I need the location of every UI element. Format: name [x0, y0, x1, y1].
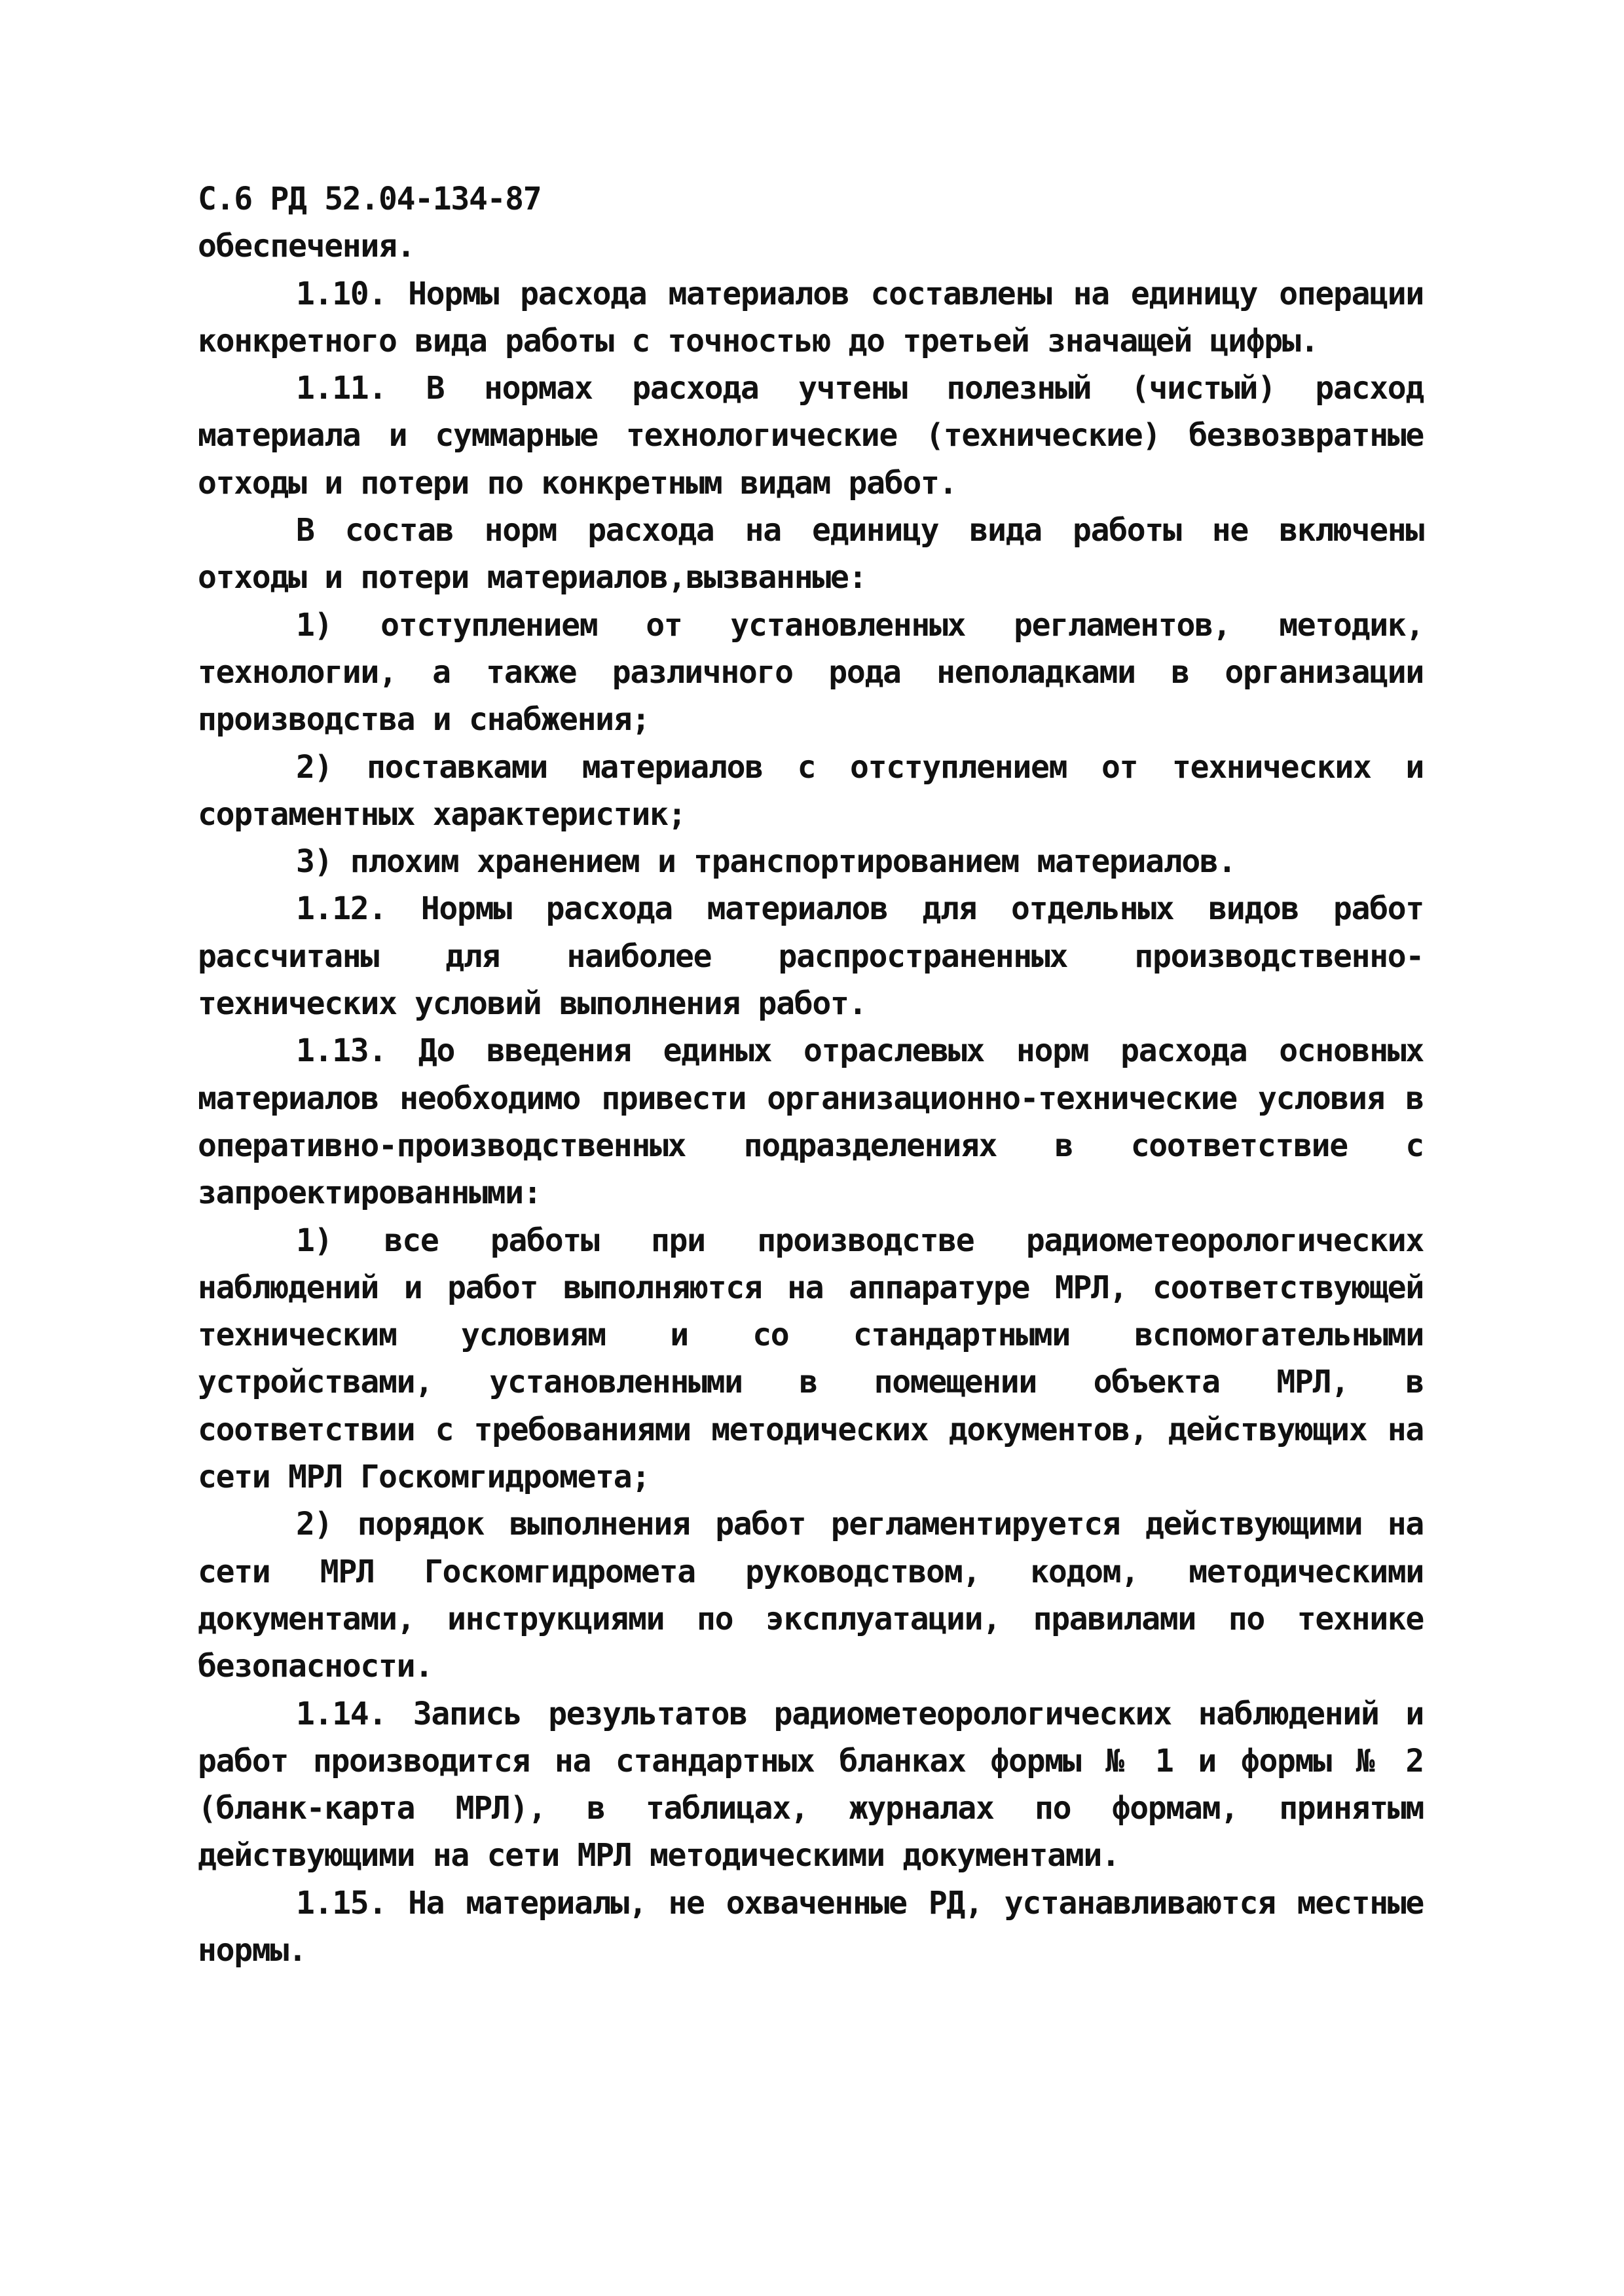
paragraph-1-15: 1.15. На материалы, не охваченные РД, устанавливаются местные нормы. [198, 1884, 1424, 1969]
list-item-condition-2: 2) порядок выполнения работ регламентируется действующими на сети МРЛ Госкомгидромета руководством, кодом, методическими документами, инструкциями по эксплуатации, правилами по технике безопасности. [198, 1506, 1424, 1685]
paragraph-1-10: 1.10. Нормы расхода материалов составлены на единицу операции конкретного вида работы с точностью до третьей значащей цифры. [198, 275, 1424, 359]
paragraph-1-11: 1.11. В нормах расхода учтены полезный (чистый) расход материала и суммарные технологические (технические) безвозвратные отходы и потери по конкретным видам работ. [198, 370, 1424, 501]
list-item-exclusion-3: 3) плохим хранением и транспортированием материалов. [296, 843, 1236, 881]
paragraph-exclusions-intro: В состав норм расхода на единицу вида работы не включены отходы и потери материалов,вызванные: [198, 512, 1424, 596]
document-page [198, 175, 1424, 1974]
list-item-exclusion-1: 1) отступлением от установленных регламентов, методик, технологии, а также различного рода неполадками в организации производства и снабжения; [198, 606, 1424, 738]
page-header: С.6 РД 52.04-134-87 [198, 181, 542, 217]
paragraph-1-13: 1.13. До введения единых отраслевых норм расхода основных материалов необходимо привести организационно-технические условия в оперативно-производственных подразделениях в соответствие с запроектированными: [198, 1032, 1424, 1212]
list-item-exclusion-2: 2) поставками материалов с отступлением от технических и сортаментных характеристик; [198, 748, 1424, 833]
paragraph-1-14: 1.14. Запись результатов радиометеорологических наблюдений и работ производится на стандартных бланках формы № 1 и формы № 2 (бланк-карта МРЛ), в таблицах, журналах по формам, принятым действующими на сети МРЛ методическими документами. [198, 1695, 1424, 1874]
paragraph-1-12: 1.12. Нормы расхода материалов для отдельных видов работ рассчитаны для наиболее распространенных производственно-технических условий выполнения работ. [198, 890, 1424, 1023]
paragraph-continuation: обеспечения. [198, 228, 415, 265]
list-item-condition-1: 1) все работы при производстве радиометеорологических наблюдений и работ выполняются на аппаратуре МРЛ, соответствующей техническим условиям и со стандартными вспомогательными устройствами, установленными в помещении объекта МРЛ, в соответствии с требованиями методических документов, действующих на сети МРЛ Госкомгидромета; [198, 1222, 1424, 1496]
